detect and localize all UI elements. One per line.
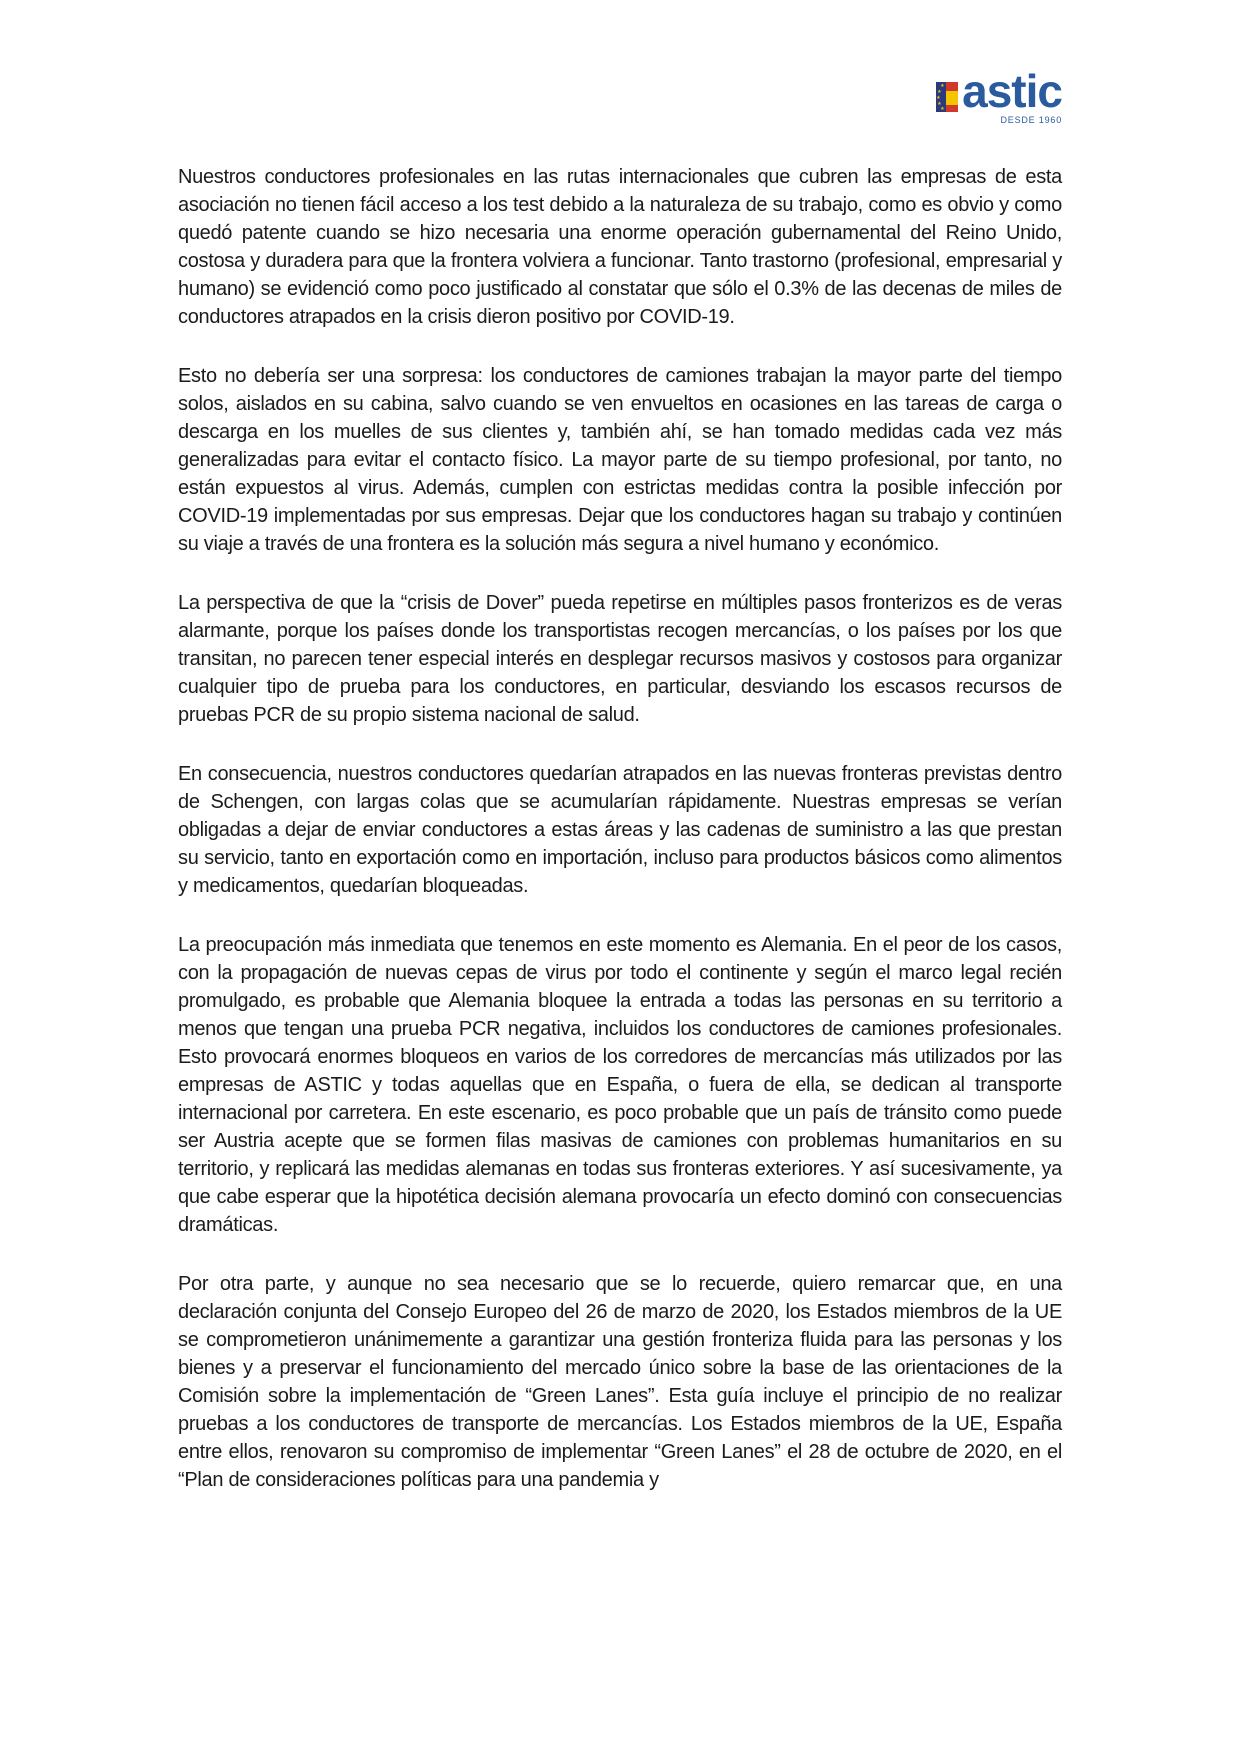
- paragraph: Por otra parte, y aunque no sea necesario que se lo recuerde, quiero remarcar que, en una declaración conjunta del Consejo Europeo del 26 de marzo de 2020, los Estados miembros de la UE se comprometieron unánimemente a garantizar una gestión fronteriza fluida para las personas y los bienes y a preservar el funcionamiento del mercado único sobre la base de las orientaciones de la Comisión sobre la implementación de “Green Lanes”. Esta guía incluye el principio de no realizar pruebas a los conductores de transporte de mercancías. Los Estados miembros de la UE, España entre ellos, renovaron su compromiso de implementar “Green Lanes” el 28 de octubre de 2020, en el “Plan de consideraciones políticas para una pandemia y: [178, 1273, 1062, 1491]
- paragraph: La preocupación más inmediata que tenemos en este momento es Alemania. En el peor de los casos, con la propagación de nuevas cepas de virus por todo el continente y según el marco legal recién promulgado, es probable que Alemania bloquee la entrada a todas las personas en su territorio a menos que tengan una prueba PCR negativa, incluidos los conductores de camiones profesionales. Esto provocará enormes bloqueos en varios de los corredores de mercancías más utilizados por las empresas de ASTIC y todas aquellas que en España, o fuera de ella, se dedican al transporte internacional por carretera. En este escenario, es poco probable que un país de tránsito como puede ser Austria acepte que se formen filas masivas de camiones con problemas humanitarios en su territorio, y replicará las medidas alemanas en todas sus fronteras exteriores. Y así sucesivamente, ya que cabe esperar que la hipotética decisión alemana provocaría un efecto dominó con consecuencias dramáticas.: [178, 934, 1062, 1236]
- eu-stars-icon: ★ ★ ★ ★ ★: [936, 83, 945, 112]
- astic-logo: [936, 65, 1062, 125]
- paragraph: En consecuencia, nuestros conductores quedarían atrapados en las nuevas fronteras previstas dentro de Schengen, con largas colas que se acumularían rápidamente. Nuestras empresas se verían obligadas a dejar de enviar conductores a estas áreas y las cadenas de suministro a las que prestan su servicio, tanto en exportación como en importación, incluso para productos básicos como alimentos y medicamentos, quedarían bloqueadas.: [178, 763, 1062, 897]
- logo-tagline: DESDE 1960: [1000, 115, 1062, 125]
- astic-flag-icon: [936, 82, 958, 112]
- paragraph: La perspectiva de que la “crisis de Dover” pueda repetirse en múltiples pasos fronterizos es de veras alarmante, porque los países donde los transportistas recogen mercancías, o los países por los que transitan, no parecen tener especial interés en desplegar recursos masivos y costosos para organizar cualquier tipo de prueba para los conductores, en particular, desviando los escasos recursos de pruebas PCR de su propio sistema nacional de salud.: [178, 592, 1062, 726]
- spain-flag-icon: [946, 82, 958, 112]
- paragraph: Esto no debería ser una sorpresa: los conductores de camiones trabajan la mayor parte del tiempo solos, aislados en su cabina, salvo cuando se ven envueltos en ocasiones en las tareas de carga o descarga en los muelles de sus clientes y, también ahí, se han tomado medidas cada vez más generalizadas para evitar el contacto físico. La mayor parte de su tiempo profesional, por tanto, no están expuestos al virus. Además, cumplen con estrictas medidas contra la posible infección por COVID-19 implementadas por sus empresas. Dejar que los conductores hagan su trabajo y continúen su viaje a través de una frontera es la solución más segura a nivel humano y económico.: [178, 365, 1062, 555]
- logo-brand-text: astic: [962, 65, 1062, 117]
- paragraph: Nuestros conductores profesionales en las rutas internacionales que cubren las empresas de esta asociación no tienen fácil acceso a los test debido a la naturaleza de su trabajo, como es obvio y como quedó patente cuando se hizo necesaria una enorme operación gubernamental del Reino Unido, costosa y duradera para que la frontera volviera a funcionar. Tanto trastorno (profesional, empresarial y humano) se evidenció como poco justificado al constatar que sólo el 0.3% de las decenas de miles de conductores atrapados en la crisis dieron positivo por COVID-19.: [178, 166, 1062, 328]
- document-body: [178, 163, 1062, 1525]
